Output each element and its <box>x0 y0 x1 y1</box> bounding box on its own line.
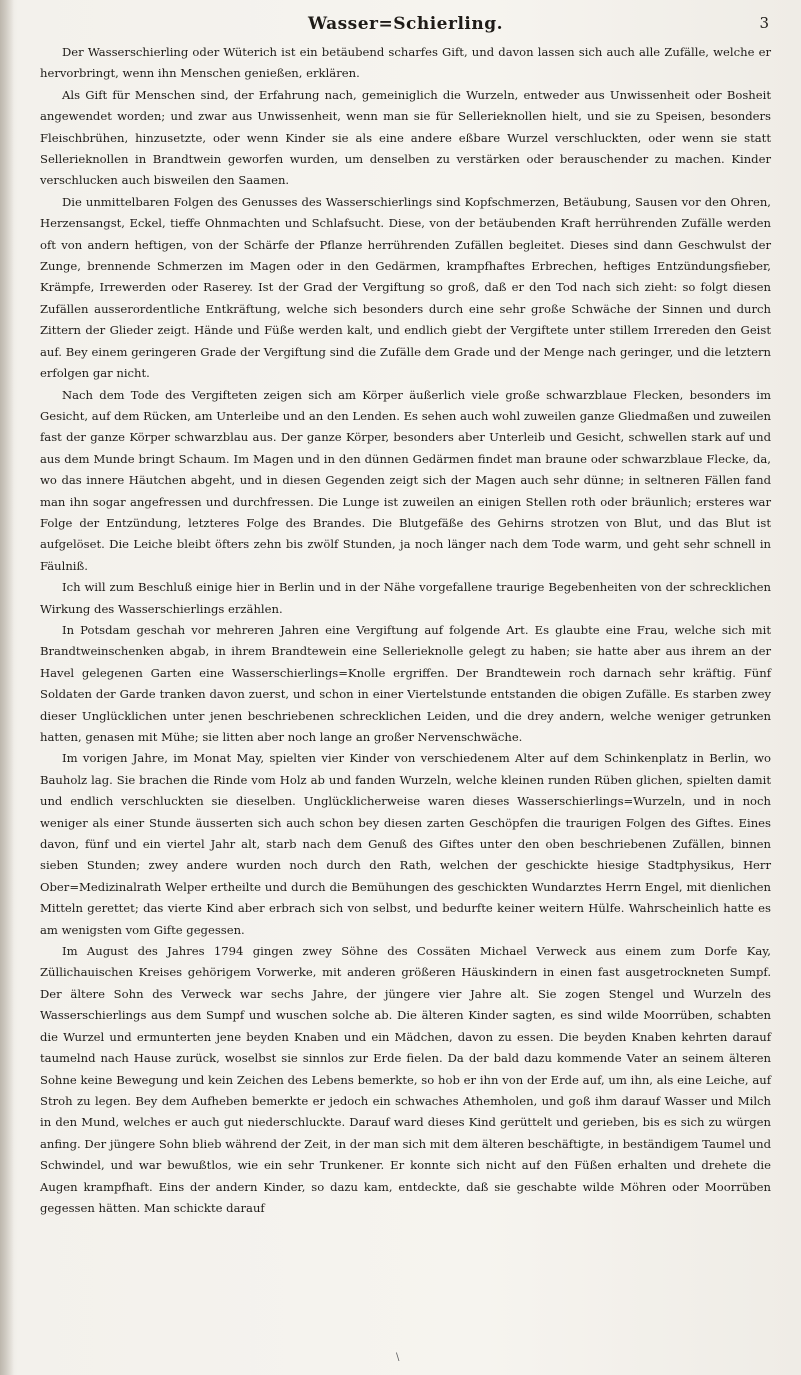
binding-shadow <box>0 0 14 1375</box>
paragraph-6: In Potsdam geschah vor mehreren Jahren eine Vergiftung auf folgende Art. Es glaubte eine Frau, welche sich mit Brandtweinschenken abgab, in ihrem Brandtewein eine Sellerieknolle gelegt zu haben; sie hatte aber aus ihrem an der Havel gelegenen Garten eine Wasserschierlings=Knolle ergriffen. Der Brandtewein roch darnach sehr kräftig. Fünf Soldaten der Garde tranken davon zuerst, und schon in einer Viertelstunde entstanden die obigen Zufälle. Es starben zwey dieser Unglücklichen unter jenen beschriebenen schrecklichen Leiden, und die drey andern, welche weniger getrunken hatten, genasen mit Mühe; sie litten aber noch lange an großer Nervenschwäche. <box>40 622 771 744</box>
paragraph-1: Der Wasserschierling oder Wüterich ist ein betäubend scharfes Gift, und davon lassen sich auch alle Zufälle, welche er hervorbringt, wenn ihn Menschen genießen, erklären. <box>40 45 771 81</box>
bottom-mark: \ <box>396 1352 400 1363</box>
page-header <box>40 8 771 42</box>
paragraph-2: Als Gift für Menschen sind, der Erfahrung nach, gemeiniglich die Wurzeln, entweder aus Unwissenheit oder Bosheit angewendet worden; und zwar aus Unwissenheit, wenn man sie für Sellerieknollen hielt, und sie zu Speisen, besonders Fleischbrühen, hinzusetzte, oder wenn Kinder sie als eine andere eßbare Wurzel verschluckten, oder wenn sie statt Sellerieknollen in Brandtwein geworfen wurden, um denselben zu verstärken oder berauschender zu machen. Kinder verschlucken auch bisweilen den Saamen. <box>40 87 771 188</box>
running-title: Wasser=Schierling. <box>307 14 504 34</box>
paragraph-7: Im vorigen Jahre, im Monat May, spielten vier Kinder von verschiedenem Alter auf dem Schinkenplatz in Berlin, wo Bauholz lag. Sie brachen die Rinde vom Holz ab und fanden Wurzeln, welche kleinen runden Rüben glichen, spielten damit und endlich verschluckten sie dieselben. Unglücklicherweise waren dieses Wasserschierlings=Wurzeln, und in noch weniger als einer Stunde äusserten sich auch schon bey diesen zarten Geschöpfen die traurigen Folgen des Giftes. Eines davon, fünf und ein viertel Jahr alt, starb nach dem Genuß des Giftes unter den oben beschriebenen Zufällen, binnen sieben Stunden; zwey andere wurden noch durch den Rath, welchen der geschickte hiesige Stadtphysikus, Herr Ober=Medizinalrath Welper ertheilte und durch die Bemühungen des geschickten Wundarztes Herrn Engel, mit dienlichen Mitteln gerettet; das vierte Kind aber erbrach sich von selbst, und bedurfte keiner weitern Hülfe. Wahrscheinlich hatte es am wenigsten vom Gifte gegessen. <box>40 751 771 937</box>
paragraph-4: Nach dem Tode des Vergifteten zeigen sich am Körper äußerlich viele große schwarzblaue Flecken, besonders im Gesicht, auf dem Rücken, am Unterleibe und an den Lenden. Es sehen auch wohl zuweilen ganze Gliedmaßen und zuweilen fast der ganze Körper schwarzblau aus. Der ganze Körper, besonders aber Unterleib und Gesicht, schwellen stark auf und aus dem Munde bringt Schaum. Im Magen und in den dünnen Gedärmen findet man braune oder schwarzblaue Flecke, da, wo das innere Häutchen abgeht, und in diesen Gegenden zeigt sich der Magen auch sehr dünne; in seltneren Fällen fand man ihn sogar angefressen und durchfressen. Die Lunge ist zuweilen an einigen Stellen roth oder bräunlich; ersteres war Folge der Entzündung, letzteres Folge des Brandes. Die Blutgefäße des Gehirns strotzen von Blut, und das Blut ist aufgelöset. Die Leiche bleibt öfters zehn bis zwölf Stunden, ja noch länger nach dem Tode warm, und geht sehr schnell in Fäulniß. <box>40 387 771 573</box>
paragraph-3: Die unmittelbaren Folgen des Genusses des Wasserschierlings sind Kopfschmerzen, Betäubung, Sausen vor den Ohren, Herzensangst, Eckel, tieffe Ohnmachten und Schlafsucht. Diese, von der betäubenden Kraft herrührenden Zufälle werden oft von andern heftigen, von der Schärfe der Pflanze herrührenden Zufällen begleitet. Dieses sind dann Geschwulst der Zunge, brennende Schmerzen im Magen oder in den Gedärmen, krampfhaftes Erbrechen, heftiges Entzündungsfieber, Krämpfe, Irrewerden oder Raserey. Ist der Grad der Vergiftung so groß, daß er den Tod nach sich zieht: so folgt diesen Zufällen ausserordentliche Entkräftung, welche sich besonders durch eine sehr große Schwäche der Sinnen und durch Zittern der Glieder zeigt. Hände und Füße werden kalt, und endlich giebt der Vergiftete unter stillem Irrereden den Geist auf. Bey einem geringeren Grade der Vergiftung sind die Zufälle dem Grade und der Menge nach geringer, und die letztern erfolgen gar nicht. <box>40 194 771 381</box>
paragraph-8: Im August des Jahres 1794 gingen zwey Söhne des Cossäten Michael Verweck aus einem zum Dorfe Kay, Züllichauischen Kreises gehörigem Vorwerke, mit anderen größeren Häuskindern in einen fast ausgetrockneten Sumpf. Der ältere Sohn des Verweck war sechs Jahre, der jüngere vier Jahre alt. Sie zogen Stengel und Wurzeln des Wasserschierlings aus dem Sumpf und wuschen solche ab. Die älteren Kinder sagten, es sind wilde Moorrüben, schabten die Wurzel und ermunterten jene beyden Knaben und ein Mädchen, davon zu essen. Die beyden Knaben kehrten darauf taumelnd nach Hause zurück, woselbst sie sinnlos zur Erde fielen. Da der bald dazu kommende Vater an seinem älteren Sohne keine Bewegung und kein Zeichen des Lebens bemerkte, so hob er ihn von der Erde auf, um ihn, als eine Leiche, auf Stroh zu legen. Bey dem Aufheben bemerkte er jedoch ein schwaches Athemholen, und goß ihm darauf Wasser und Milch in den Mund, welches er auch gut niederschluckte. Darauf ward dieses Kind gerüttelt und gerieben, bis es sich zu würgen anfing. Der jüngere Sohn blieb während der Zeit, in der man sich mit dem älteren beschäftigte, in beständigem Taumel und Schwindel, und war bewußtlos, wie ein sehr Trunkener. Er konnte sich nicht auf den Füßen erhalten und drehete die Augen krampfhaft. Eins der andern Kinder, so dazu kam, entdeckte, daß sie geschabte wilde Möhren oder Moorrüben gegessen hätten. Man schickte darauf <box>40 944 771 1215</box>
body-text <box>40 42 771 1219</box>
paragraph-5: Ich will zum Beschluß einige hier in Berlin und in der Nähe vorgefallene traurige Begebenheiten von der schrecklichen Wirkung des Wasserschierlings erzählen. <box>40 580 771 616</box>
page-number: 3 <box>759 14 769 32</box>
